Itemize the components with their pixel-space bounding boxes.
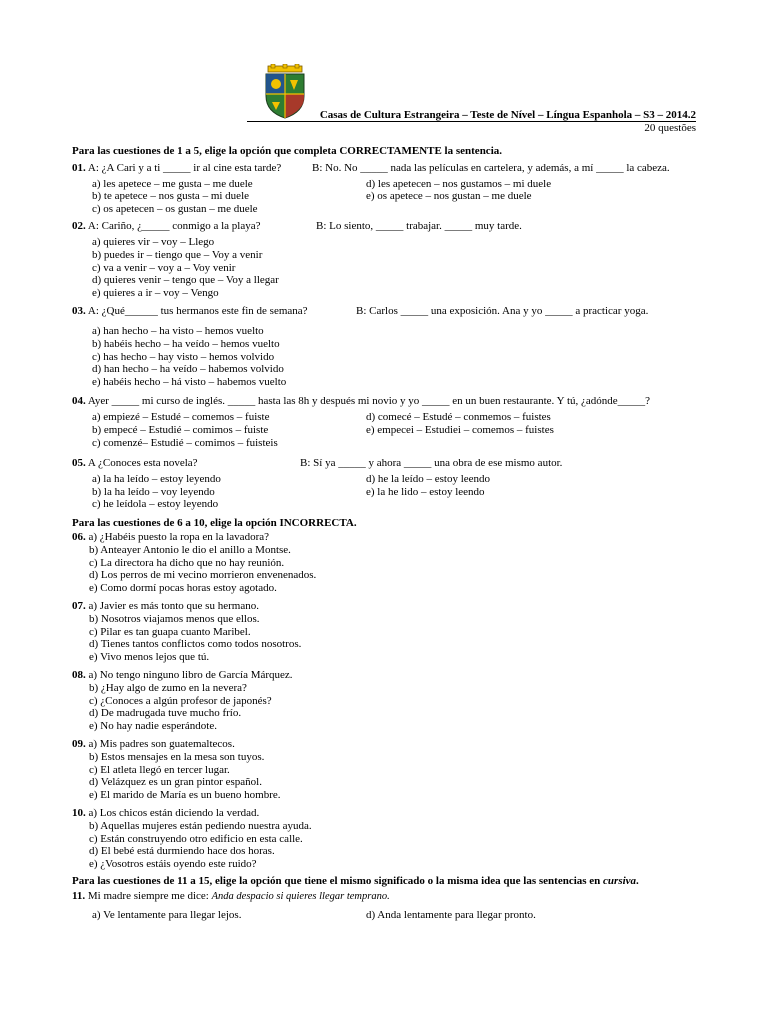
university-crest-icon — [262, 64, 308, 120]
question-number: 05. — [72, 457, 86, 470]
option-c[interactable]: c) has hecho – hay visto – hemos volvido — [92, 350, 275, 363]
question-number: 04. — [72, 395, 86, 408]
option-d[interactable]: d) han hecho – ha veído – habemos volvido — [92, 363, 284, 376]
option-e[interactable]: e) quieres a ir – voy – Vengo — [92, 286, 219, 299]
option-c[interactable]: c) va a venir – voy a – Voy venir — [92, 261, 236, 274]
question-part-b: B: Sí ya _____ y ahora _____ una obra de ese mismo autor. — [300, 457, 563, 470]
header-divider — [247, 121, 696, 122]
option-b[interactable]: b) la ha leído – voy leyendo — [92, 485, 215, 498]
option-d[interactable]: d) De madrugada tuve mucho frío. — [89, 707, 242, 720]
option-b[interactable]: b) Anteayer Antonio le dio el anillo a Montse. — [89, 544, 291, 557]
option-b[interactable]: b) ¿Hay algo de zumo en la nevera? — [89, 682, 247, 694]
option-d[interactable]: d) quieres venir – tengo que – Voy a llegar — [92, 274, 279, 287]
option-d[interactable]: d) Tienes tantos conflictos como todos nosotros. — [89, 638, 302, 651]
option-d[interactable]: d) El bebé está durmiendo hace dos horas. — [89, 845, 275, 858]
option-a[interactable]: a) Los chicos están diciendo la verdad. — [88, 807, 260, 820]
option-c[interactable]: c) he leídola – estoy leyendo — [92, 498, 219, 511]
question-part-b: B: Carlos _____ una exposición. Ana y yo _____ a practicar yoga. — [356, 305, 649, 318]
option-a[interactable]: a) han hecho – ha visto – hemos vuelto — [92, 325, 264, 338]
question-number: 06. — [72, 531, 86, 544]
option-e[interactable]: e) Como dormí pocas horas estoy agotado. — [89, 581, 277, 594]
option-e[interactable]: e) ¿Vosotros estáis oyendo este ruido? — [89, 857, 257, 870]
option-d[interactable]: d) Los perros de mi vecino morrieron envenenados. — [89, 569, 317, 582]
question-10 — [72, 807, 696, 870]
option-a[interactable]: a) quieres vir – voy – Llego — [92, 236, 215, 249]
option-a[interactable]: a) Ve lentamente para llegar lejos. — [92, 908, 242, 921]
option-e[interactable]: e) El marido de María es un bueno hombre. — [89, 788, 281, 801]
question-01 — [72, 162, 696, 216]
option-b[interactable]: b) te apetece – nos gusta – mi duele — [92, 190, 250, 203]
option-a[interactable]: a) la ha leído – estoy leyendo — [92, 473, 221, 486]
option-b[interactable]: b) empecé – Estudié – comimos – fuiste — [92, 423, 269, 436]
question-stem: Mi madre siempre me dice: — [87, 889, 209, 902]
exam-page — [72, 0, 696, 922]
question-number: 01. — [72, 161, 86, 174]
option-b[interactable]: b) Nosotros viajamos menos que ellos. — [89, 613, 260, 626]
option-c[interactable]: c) ¿Conoces a algún profesor de japonés? — [89, 694, 272, 707]
option-e[interactable]: e) Vivo menos lejos que tú. — [89, 650, 210, 663]
question-number: 09. — [72, 738, 86, 751]
option-e[interactable]: e) empecei – Estudiei – comemos – fuistes — [366, 423, 554, 436]
question-06 — [72, 531, 696, 594]
option-c[interactable]: c) Están construyendo otro edificio en esta calle. — [89, 832, 303, 845]
option-d[interactable]: d) Velázquez es un gran pintor español. — [89, 776, 262, 789]
question-text: Ayer _____ mi curso de inglés. _____ hasta las 8h y después mi novio y yo _____ en un buen restaurante. Y tú, ¿adónde_____? — [87, 395, 651, 408]
question-05 — [72, 457, 696, 511]
option-a[interactable]: a) ¿Habéis puesto la ropa en la lavadora? — [88, 531, 269, 544]
question-number: 11. — [72, 889, 86, 902]
option-c[interactable]: c) El atleta llegó en tercer lugar. — [89, 763, 230, 776]
option-c[interactable]: c) os apetecen – os gustan – me duele — [92, 202, 258, 215]
option-a[interactable]: a) empiezé – Estudé – comemos – fuiste — [92, 411, 270, 424]
option-b[interactable]: b) habéis hecho – ha veído – hemos vuelto — [92, 337, 280, 350]
option-e[interactable]: e) No hay nadie esperándote. — [89, 719, 217, 732]
option-a[interactable]: a) No tengo ninguno libro de García Márquez. — [88, 669, 293, 682]
question-09 — [72, 738, 696, 801]
question-part-a: A ¿Conoces esta novela? — [87, 457, 198, 470]
option-e[interactable]: e) la he lido – estoy leendo — [366, 485, 485, 498]
option-b[interactable]: b) Aquellas mujeres están pediendo nuestra ayuda. — [89, 819, 312, 832]
option-d[interactable]: d) comecé – Estudé – conmemos – fuistes — [366, 411, 551, 424]
option-c[interactable]: c) comenzé– Estudié – comimos – fuisteis — [92, 436, 278, 449]
question-08 — [72, 669, 696, 732]
option-a[interactable]: a) Javier es más tonto que su hermano. — [88, 600, 259, 613]
question-07 — [72, 600, 696, 663]
option-c[interactable]: c) La directora ha dicho que no hay reunión. — [89, 556, 285, 569]
section-2-instructions: Para las cuestiones de 6 a 10, elige la opción INCORRECTA. — [72, 516, 357, 529]
question-number: 02. — [72, 220, 86, 233]
option-d[interactable]: d) Anda lentamente para llegar pronto. — [366, 908, 536, 921]
option-b[interactable]: b) Estos mensajes en la mesa son tuyos. — [89, 750, 265, 763]
question-number: 08. — [72, 669, 86, 682]
question-number: 07. — [72, 600, 86, 613]
cursive-sentence: Anda despacio si quieres llegar temprano. — [211, 890, 390, 902]
option-d[interactable]: d) he la leído – estoy leendo — [366, 473, 491, 486]
option-e[interactable]: e) os apetece – nos gustan – me duele — [366, 190, 532, 203]
question-part-b: B: Lo siento, _____ trabajar. _____ muy tarde. — [316, 220, 522, 233]
option-a[interactable]: a) les apetece – me gusta – me duele — [92, 177, 253, 190]
option-a[interactable]: a) Mis padres son guatemaltecos. — [88, 738, 235, 751]
question-part-a: A: ¿Qué______ tus hermanos este fin de semana? — [87, 305, 308, 318]
question-04 — [72, 395, 696, 449]
option-d[interactable]: d) les apetecen – nos gustamos – mi duele — [366, 177, 552, 190]
header-question-count: 20 questões — [644, 122, 696, 134]
header-title: Casas de Cultura Estrangeira – Teste de Nível – Língua Espanhola – S3 – 2014.2 — [319, 109, 696, 121]
question-number: 03. — [72, 305, 86, 318]
question-03 — [72, 305, 696, 388]
section-3-instructions: Para las cuestiones de 11 a 15, elige la opción que tiene el mismo significado o la misma idea que las sentencias en cursiva. — [72, 875, 639, 888]
question-02 — [72, 220, 696, 299]
option-c[interactable]: c) Pilar es tan guapa cuanto Maribel. — [89, 625, 251, 638]
page-header — [72, 0, 696, 135]
question-number: 10. — [72, 807, 86, 820]
question-part-b: B: No. No _____ nada las películas en cartelera, y además, a mí _____ la cabeza. — [312, 161, 670, 174]
option-e[interactable]: e) habéis hecho – há visto – habemos vuelto — [92, 375, 287, 388]
question-part-a: A: Cariño, ¿_____ conmigo a la playa? — [87, 220, 261, 233]
question-part-a: A: ¿A Cari y a ti _____ ir al cine esta tarde? — [87, 161, 282, 174]
option-b[interactable]: b) puedes ir – tiengo que – Voy a venir — [92, 248, 263, 261]
section-1-instructions: Para las cuestiones de 1 a 5, elige la opción que completa CORRECTAMENTE la sentencia. — [72, 145, 502, 157]
question-11 — [72, 890, 696, 922]
